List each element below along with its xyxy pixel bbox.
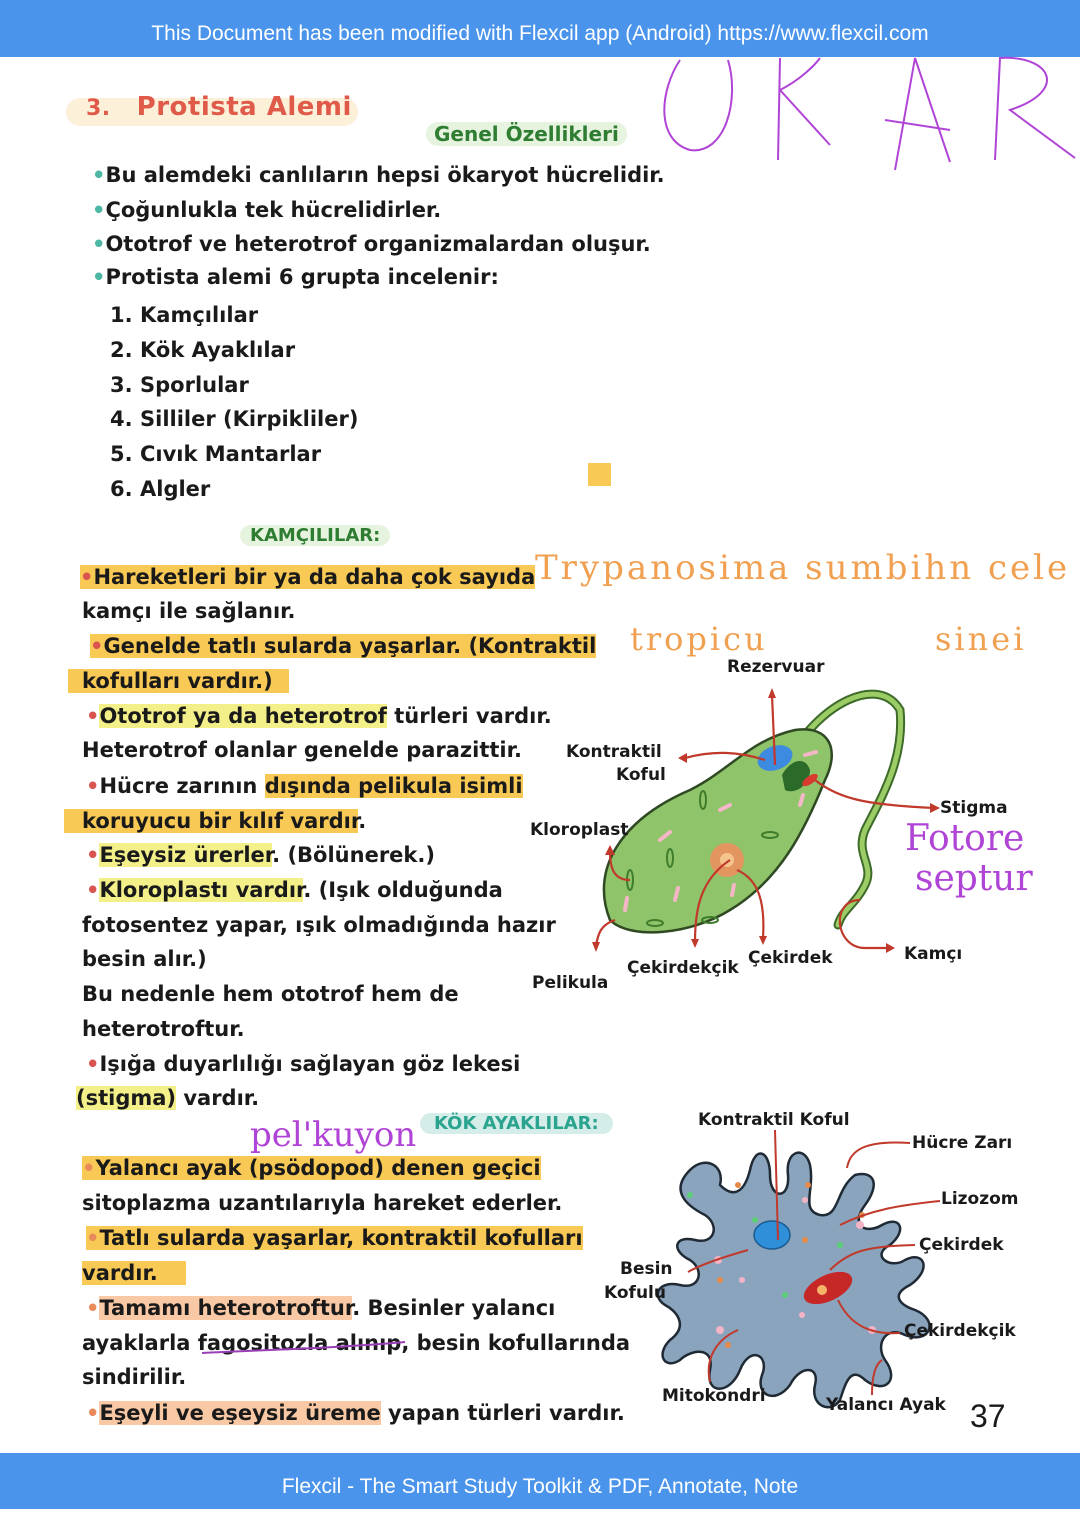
flexcil-bottom-banner[interactable]: Flexcil - The Smart Study Toolkit & PDF, Annotate, Note: [0, 1453, 1080, 1509]
feature-item: •Ototrof ve heterotrof organizmalardan oluşur.: [92, 232, 651, 256]
group-item: 4. Silliler (Kirpikliler): [110, 407, 359, 431]
feature-item: •Çoğunlukla tek hücrelidirler.: [92, 198, 442, 222]
kamcililar-line: fotosentez yapar, ışık olmadığında hazır: [82, 913, 556, 937]
feature-item: •Protista alemi 6 grupta incelenir:: [92, 265, 499, 289]
kok-ayaklilar-line: vardır.: [82, 1258, 186, 1288]
label-cekirdekcik: Çekirdekçik: [627, 958, 739, 978]
kok-ayaklilar-line: •Eşeyli ve eşeysiz üreme yapan türleri vardır.: [86, 1401, 625, 1425]
kamcililar-line: •Genelde tatlı sularda yaşarlar. (Kontraktil: [90, 634, 597, 658]
kamcililar-line: Heterotrof olanlar genelde parazittir.: [82, 738, 522, 762]
label-cekirdekcik: Çekirdekçik: [904, 1321, 1016, 1341]
handwriting-pelkuyon: pel'kuyon: [250, 1115, 417, 1155]
handwriting-fotore: Fotore: [905, 818, 1025, 859]
handwriting-strikethrough: [200, 1338, 410, 1358]
label-pelikula: Pelikula: [532, 973, 609, 993]
kamcililar-line: •Ototrof ya da heterotrof türleri vardır.: [86, 704, 552, 728]
group-item: 1. Kamçılılar: [110, 303, 259, 327]
label-kontraktil-koful: Kontraktil: [566, 742, 662, 762]
label-cekirdek: Çekirdek: [748, 948, 833, 968]
section-number: 3.: [86, 96, 111, 121]
label-rezervuar: Rezervuar: [727, 657, 825, 677]
handwriting-okar: [650, 50, 1080, 180]
group-item: 5. Cıvık Mantarlar: [110, 442, 322, 466]
sticky-note-marker[interactable]: [588, 463, 611, 486]
kok-ayaklilar-line: •Yalancı ayak (psödopod) denen geçici: [82, 1156, 541, 1180]
label-lizozom: Lizozom: [941, 1189, 1019, 1209]
label-stigma: Stigma: [940, 798, 1008, 818]
kok-ayaklilar-line: sindirilir.: [82, 1365, 187, 1389]
kamcililar-line: (stigma) vardır.: [76, 1086, 260, 1110]
group-item: 3. Sporlular: [110, 373, 249, 397]
kok-ayaklilar-heading: KÖK AYAKLILAR:: [420, 1113, 613, 1134]
handwriting-septur: septur: [915, 858, 1033, 899]
kamcililar-line: heterotroftur.: [82, 1017, 245, 1041]
page-title: [86, 92, 352, 122]
kok-ayaklilar-line: ayaklarla fagositozla alınıp, besin kofullarında: [82, 1331, 631, 1355]
group-item: 2. Kök Ayaklılar: [110, 338, 296, 362]
kamcililar-line: •Hücre zarının dışında pelikula isimli: [86, 774, 523, 798]
kamcililar-line: koruyucu bir kılıf vardır.: [64, 806, 366, 836]
kamcililar-line: •Hareketleri bir ya da daha çok sayıda: [80, 565, 536, 589]
page-number: 37: [970, 1398, 1006, 1434]
kok-ayaklilar-line: •Tatlı sularda yaşarlar, kontraktil kofulları: [86, 1226, 583, 1250]
label-yalanci-ayak: Yalancı Ayak: [826, 1395, 946, 1415]
feature-item: •Bu alemdeki canlıların hepsi ökaryot hücrelidir.: [92, 163, 665, 187]
group-item: 6. Algler: [110, 477, 211, 501]
label-mitokondri: Mitokondri: [662, 1386, 766, 1406]
kok-ayaklilar-line: •Tamamı heterotroftur. Besinler yalancı: [86, 1296, 556, 1320]
kamcililar-heading: KAMÇILILAR:: [240, 525, 390, 546]
label-cekirdek: Çekirdek: [919, 1235, 1004, 1255]
label-kofulu: Kofulu: [604, 1283, 666, 1303]
kamcililar-line: kamçı ile sağlanır.: [82, 599, 296, 623]
label-kloroplast: Kloroplast: [530, 820, 629, 840]
kamcililar-line: besin alır.): [82, 947, 207, 971]
kamcililar-line: kofulları vardır.): [68, 666, 289, 696]
handwriting-tropica: tropicu: [630, 620, 768, 658]
kamcililar-line: •Kloroplastı vardır. (Işık olduğunda: [86, 878, 503, 902]
handwriting-trypanosoma: Trypanosima sumbihn cele: [535, 548, 1071, 588]
kamcililar-line: •Işığa duyarlılığı sağlayan göz lekesi: [86, 1052, 521, 1076]
handwriting-sinei: sinei: [935, 620, 1027, 658]
kamcililar-line: •Eşeysiz ürerler. (Bölünerek.): [86, 843, 435, 867]
label-koful: Koful: [616, 765, 666, 785]
kok-ayaklilar-line: sitoplazma uzantılarıyla hareket ederler.: [82, 1191, 563, 1215]
label-kamci: Kamçı: [904, 944, 963, 964]
general-features-heading: Genel Özellikleri: [426, 122, 627, 146]
label-hucre-zari: Hücre Zarı: [912, 1133, 1013, 1153]
kamcililar-line: Bu nedenle hem ototrof hem de: [82, 982, 459, 1006]
label-besin: Besin: [620, 1259, 673, 1279]
flexcil-top-banner: This Document has been modified with Flexcil app (Android) https://www.flexcil.com: [0, 0, 1080, 57]
section-title: Protista Alemi: [136, 92, 352, 122]
label-kontraktil-koful: Kontraktil Koful: [698, 1110, 850, 1130]
